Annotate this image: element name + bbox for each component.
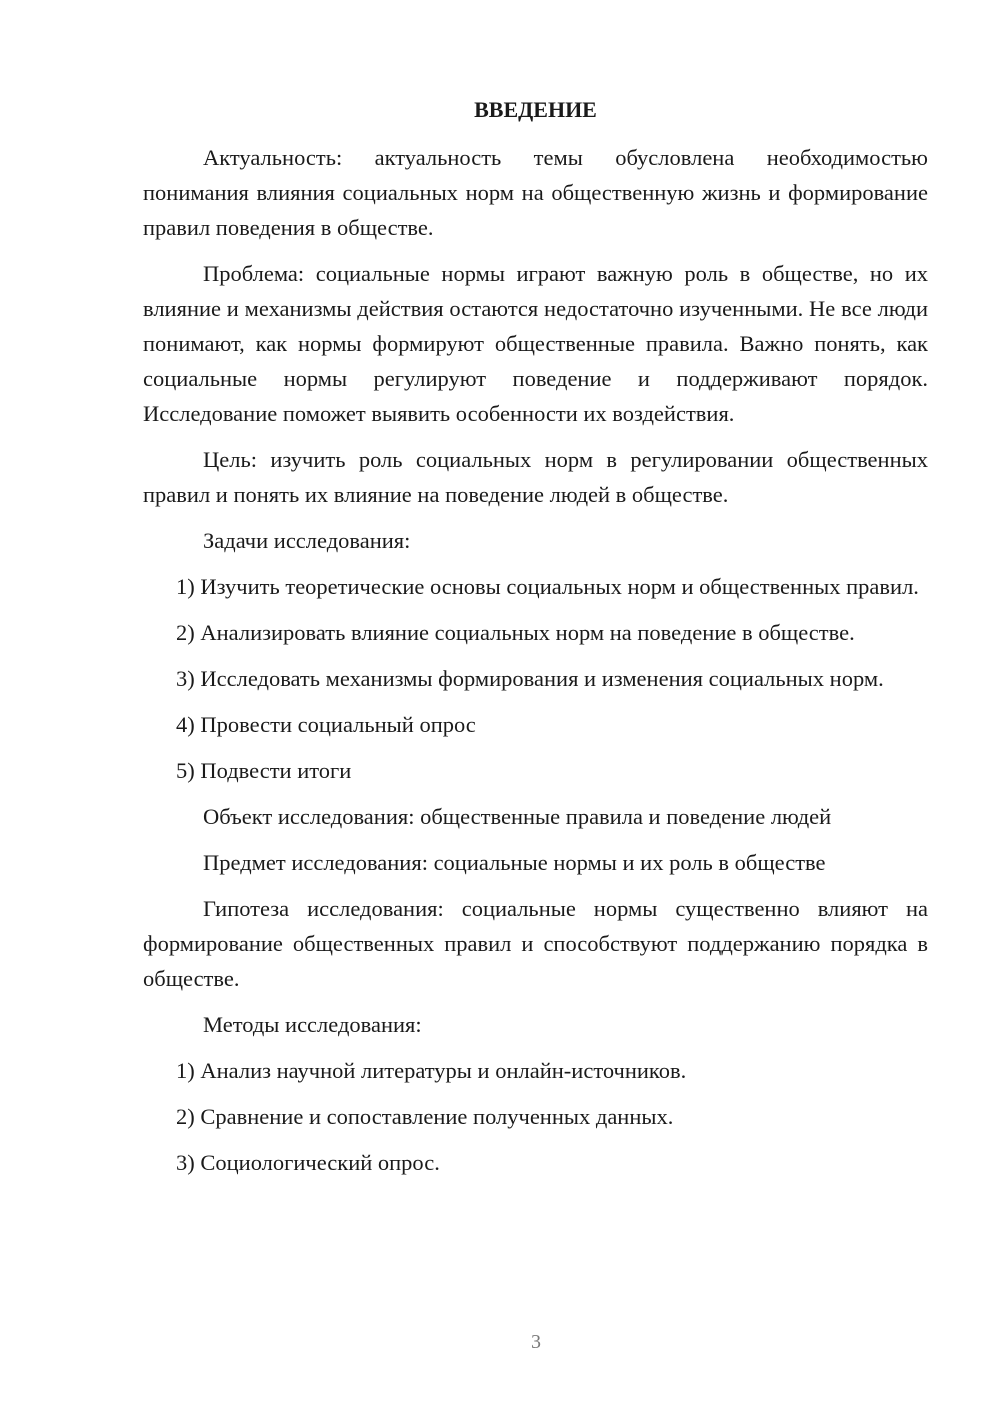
hypothesis-paragraph: Гипотеза исследования: социальные нормы существенно влияют на формирование общественных правил и способствуют поддержанию порядка в обществе. xyxy=(143,896,928,991)
methods-heading: Методы исследования: xyxy=(203,1012,422,1037)
task-item: 1) Изучить теоретические основы социальных норм и общественных правил. xyxy=(176,574,919,599)
page-number: 3 xyxy=(531,1331,541,1353)
object-paragraph: Объект исследования: общественные правила и поведение людей xyxy=(203,804,832,829)
task-item: 2) Анализировать влияние социальных норм на поведение в обществе. xyxy=(176,620,855,645)
tasks-heading: Задачи исследования: xyxy=(203,528,411,553)
relevance-paragraph: Актуальность: актуальность темы обусловлена необходимостью понимания влияния социальных норм на общественную жизнь и формирование правил поведения в обществе. xyxy=(143,145,928,240)
document-body xyxy=(143,92,928,1191)
method-item: 1) Анализ научной литературы и онлайн-источников. xyxy=(176,1058,687,1083)
goal-paragraph: Цель: изучить роль социальных норм в регулировании общественных правил и понять их влияние на поведение людей в обществе. xyxy=(143,447,928,507)
problem-paragraph: Проблема: социальные нормы играют важную роль в обществе, но их влияние и механизмы действия остаются недостаточно изученными. Не все люди понимают, как нормы формируют общественные правила. Важно понять, как социальные нормы регулируют поведение и поддерживают порядок. Исследование поможет выявить особенности их воздействия. xyxy=(143,261,928,426)
task-item: 4) Провести социальный опрос xyxy=(176,712,476,737)
method-item: 2) Сравнение и сопоставление полученных данных. xyxy=(176,1104,674,1129)
section-title: ВВЕДЕНИЕ xyxy=(474,97,597,122)
task-item: 3) Исследовать механизмы формирования и изменения социальных норм. xyxy=(176,666,884,691)
subject-paragraph: Предмет исследования: социальные нормы и их роль в обществе xyxy=(203,850,826,875)
method-item: 3) Социологический опрос. xyxy=(176,1150,440,1175)
task-item: 5) Подвести итоги xyxy=(176,758,352,783)
